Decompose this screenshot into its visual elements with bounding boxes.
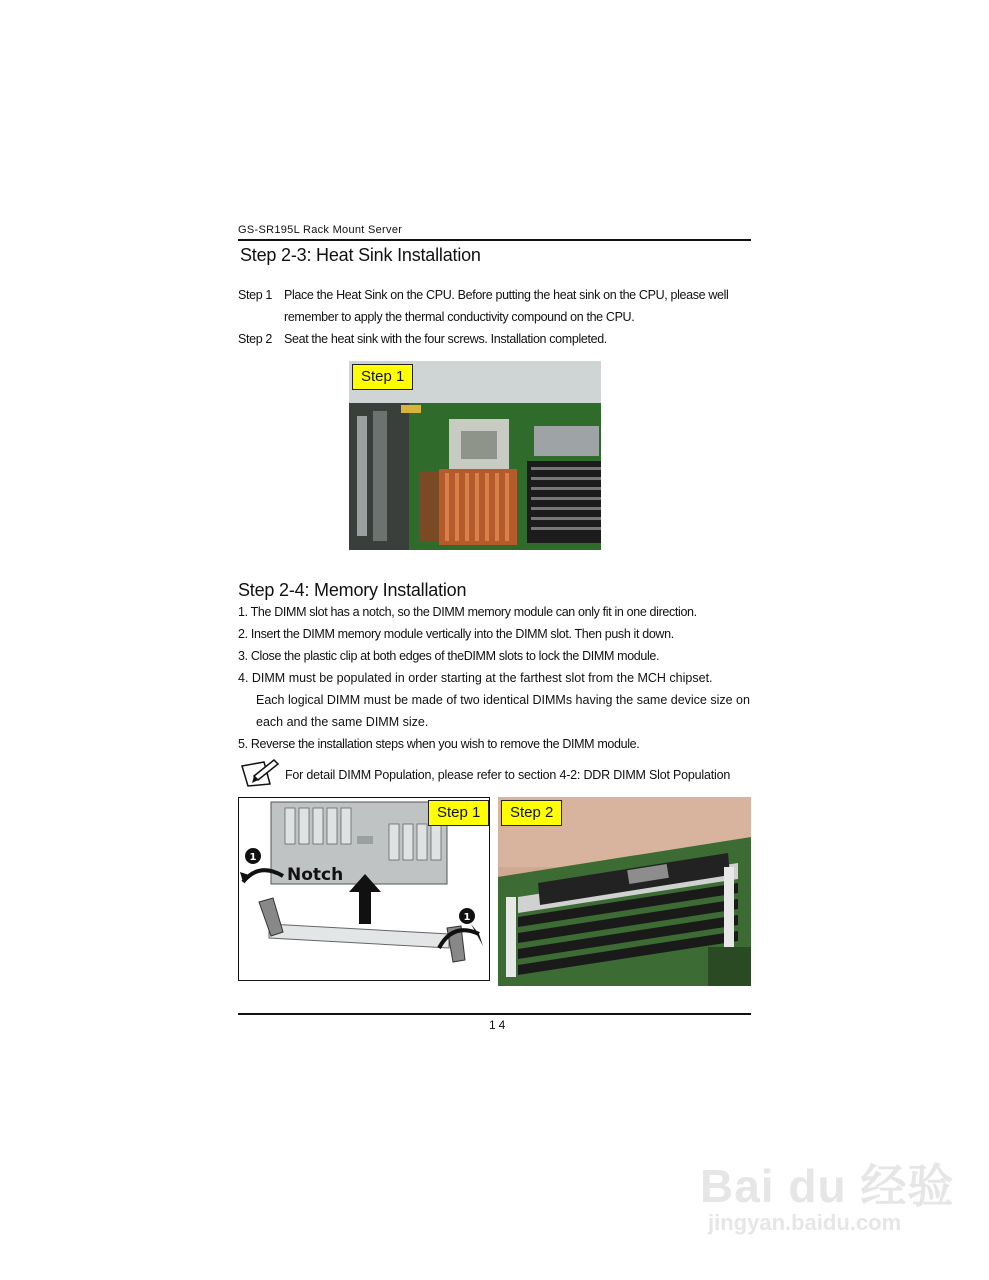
- footer-rule: [238, 1013, 751, 1015]
- memory-item-4: 4. DIMM must be populated in order starting at the farthest slot from the MCH chipset.: [238, 671, 713, 685]
- document-header: GS-SR195L Rack Mount Server: [238, 224, 403, 236]
- step-marker-left: 1: [249, 852, 257, 863]
- step-label: Step 1: [238, 288, 273, 302]
- step-text: Place the Heat Sink on the CPU. Before putting the heat sink on the CPU, please well: [284, 288, 729, 302]
- heat-sink-section-title: Step 2-3: Heat Sink Installation: [240, 245, 481, 265]
- heat-sink-step-1-tag: Step 1: [352, 364, 413, 390]
- memory-section-title: Step 2-4: Memory Installation: [238, 580, 467, 600]
- watermark-logo: Bai du 经验: [700, 1160, 955, 1212]
- watermark-url: jingyan.baidu.com: [708, 1210, 902, 1235]
- heat-sink-step-1-continued: remember to apply the thermal conductivity compound on the CPU.: [284, 310, 635, 324]
- memory-item-4-continued: Each logical DIMM must be made of two identical DIMMs having the same device size on: [256, 693, 750, 707]
- step-text: Seat the heat sink with the four screws. Installation completed.: [284, 332, 607, 346]
- photo-step-2-tag: Step 2: [501, 800, 562, 826]
- page-number: 14: [489, 1018, 509, 1032]
- memory-item-3: 3. Close the plastic clip at both edges of theDIMM slots to lock the DIMM module.: [238, 649, 660, 663]
- header-rule: [238, 239, 751, 241]
- notch-label: Notch: [287, 865, 344, 885]
- note-text: For detail DIMM Population, please refer to section 4-2: DDR DIMM Slot Population: [285, 768, 731, 782]
- memory-item-4-end: each and the same DIMM size.: [256, 715, 429, 729]
- memory-item-1: 1. The DIMM slot has a notch, so the DIMM memory module can only fit in one direction.: [238, 605, 697, 619]
- step-marker-right: 1: [463, 912, 471, 923]
- diagram-step-1-tag: Step 1: [428, 800, 489, 826]
- memory-item-5: 5. Reverse the installation steps when you wish to remove the DIMM module.: [238, 737, 640, 751]
- note-pencil-icon: [240, 758, 280, 788]
- step-label: Step 2: [238, 332, 273, 346]
- memory-item-2: 2. Insert the DIMM memory module vertically into the DIMM slot. Then push it down.: [238, 627, 674, 641]
